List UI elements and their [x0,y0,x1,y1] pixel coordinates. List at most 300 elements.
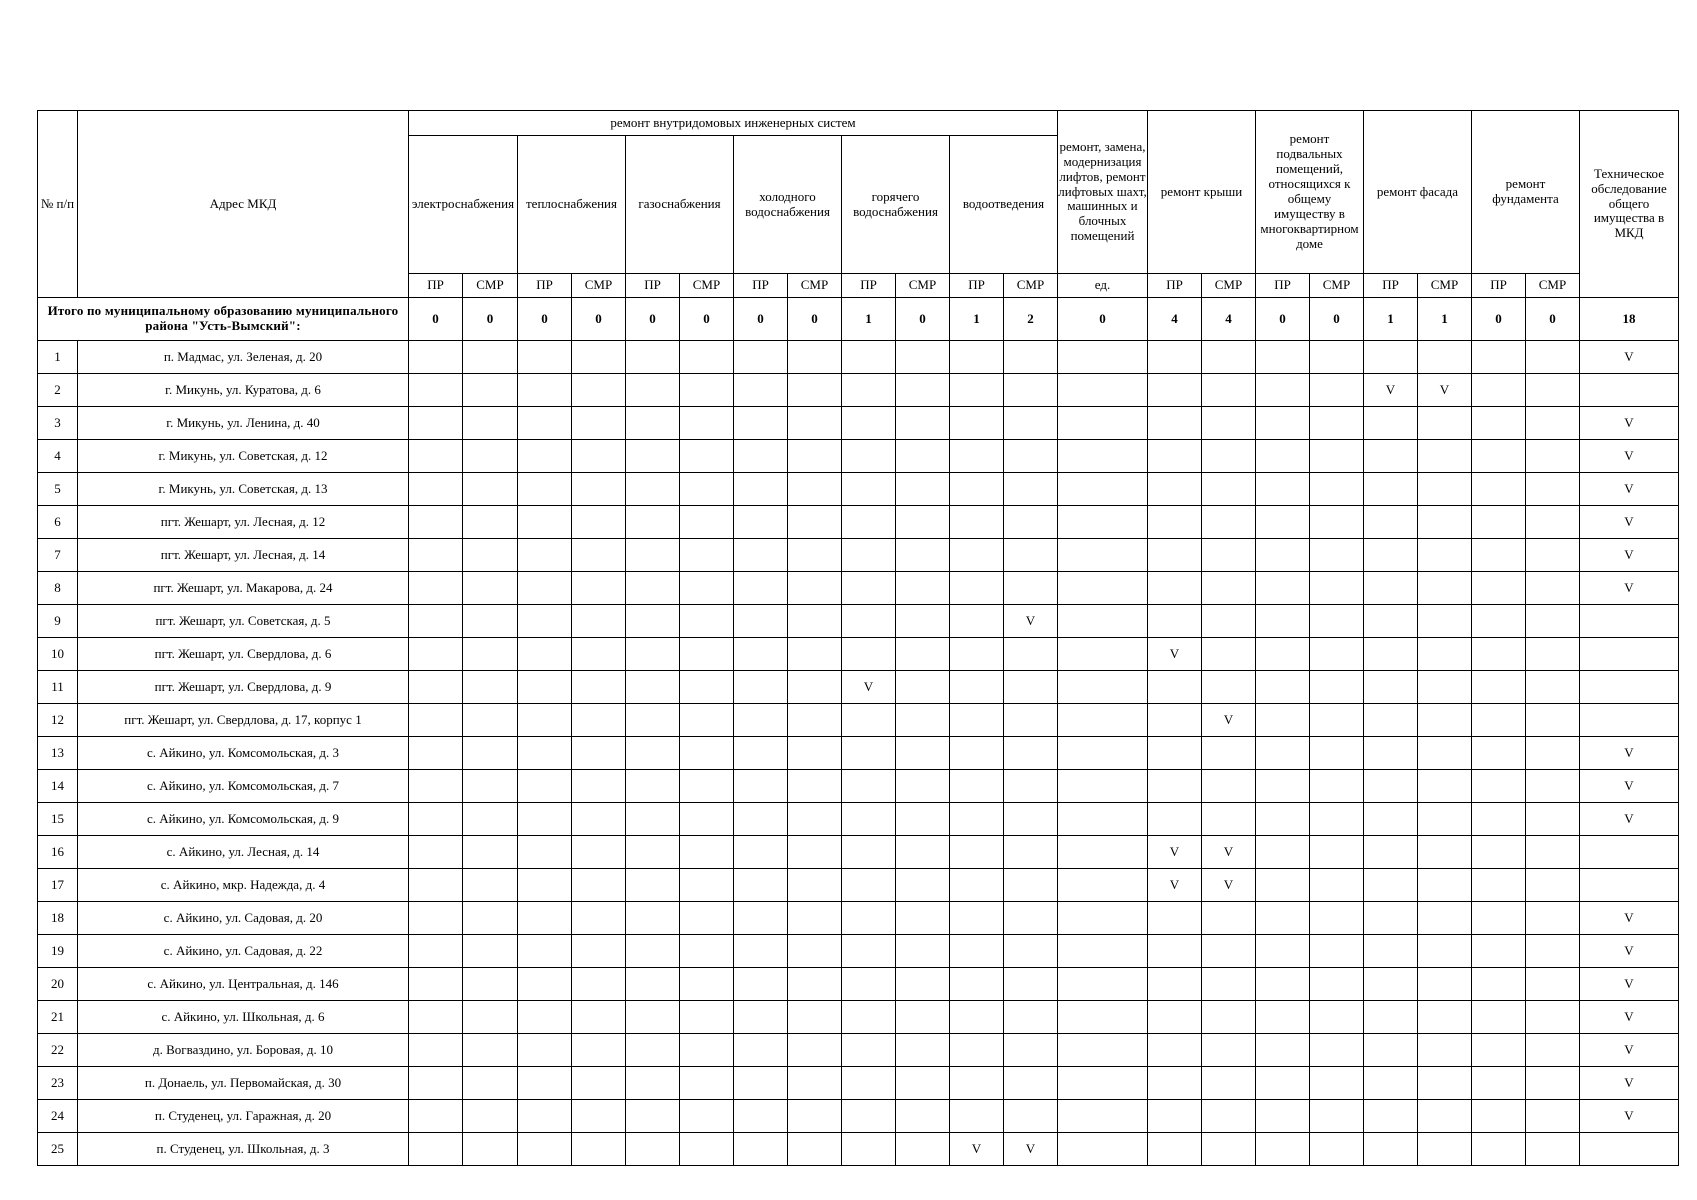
row-mark: V [1580,803,1679,836]
row-cell [1256,1100,1310,1133]
row-cell [680,935,734,968]
row-cell [1004,935,1058,968]
row-cell [680,770,734,803]
row-cell [518,341,572,374]
row-cell [409,803,463,836]
row-cell [788,1133,842,1166]
row-cell [1058,803,1148,836]
row-cell [463,605,518,638]
row-cell [788,902,842,935]
row-cell [1202,737,1256,770]
row-cell [1364,671,1418,704]
row-cell [788,638,842,671]
row-cell [518,803,572,836]
row-cell [1148,803,1202,836]
row-cell [409,770,463,803]
row-cell [1472,737,1526,770]
row-cell [409,341,463,374]
row-address: п. Мадмас, ул. Зеленая, д. 20 [78,341,409,374]
row-cell [734,374,788,407]
row-cell [626,935,680,968]
row-cell [1058,539,1148,572]
row-cell [1256,836,1310,869]
row-cell [518,440,572,473]
row-cell [572,473,626,506]
row-cell [842,605,896,638]
row-address: с. Айкино, ул. Комсомольская, д. 3 [78,737,409,770]
row-cell [1472,473,1526,506]
row-cell [409,473,463,506]
subheader-pr: ПР [734,274,788,298]
row-cell [1472,836,1526,869]
row-cell [572,638,626,671]
row-cell [626,803,680,836]
row-address: с. Айкино, ул. Комсомольская, д. 7 [78,770,409,803]
row-address: пгт. Жешарт, ул. Советская, д. 5 [78,605,409,638]
row-cell [1310,836,1364,869]
row-cell [734,803,788,836]
header-system-gas: газоснабжения [626,136,734,274]
row-cell [1472,902,1526,935]
row-cell [463,1100,518,1133]
row-cell [572,1133,626,1166]
row-cell [572,1001,626,1034]
row-address: п. Донаель, ул. Первомайская, д. 30 [78,1067,409,1100]
row-cell [518,869,572,902]
row-number: 9 [38,605,78,638]
row-cell [626,539,680,572]
row-cell [572,341,626,374]
row-cell [788,1001,842,1034]
row-cell [463,638,518,671]
total-value: 0 [1472,298,1526,341]
row-cell [1310,572,1364,605]
row-cell [1310,704,1364,737]
row-cell [626,869,680,902]
subheader-smr: СМР [1418,274,1472,298]
row-cell [518,638,572,671]
row-mark: V [1580,770,1679,803]
row-cell [518,1067,572,1100]
row-cell [1004,1100,1058,1133]
row-cell [1364,968,1418,1001]
row-cell [896,1034,950,1067]
row-cell [1364,638,1418,671]
row-cell [1526,638,1580,671]
subheader-smr: СМР [680,274,734,298]
row-cell [1148,539,1202,572]
row-cell [950,803,1004,836]
row-cell [1256,737,1310,770]
row-cell [1004,506,1058,539]
row-cell [680,440,734,473]
row-cell [572,572,626,605]
row-mark: V [1580,407,1679,440]
row-cell [1580,374,1679,407]
row-cell [680,869,734,902]
row-cell [734,671,788,704]
row-mark: V [1580,935,1679,968]
row-number: 13 [38,737,78,770]
row-cell [1526,473,1580,506]
row-cell [1148,374,1202,407]
row-number: 17 [38,869,78,902]
row-cell [1256,539,1310,572]
row-cell [1148,407,1202,440]
row-cell [463,440,518,473]
row-cell [1058,440,1148,473]
row-cell [1418,1067,1472,1100]
row-cell [1418,1034,1472,1067]
row-cell [463,473,518,506]
row-cell [409,671,463,704]
row-cell [788,671,842,704]
table-row [38,605,1679,638]
total-value: 0 [788,298,842,341]
row-cell [788,374,842,407]
table-body [38,298,1679,1166]
row-cell [842,506,896,539]
row-address: г. Микунь, ул. Советская, д. 12 [78,440,409,473]
row-cell [1418,440,1472,473]
row-cell [1472,440,1526,473]
row-cell [1526,803,1580,836]
row-cell [896,1067,950,1100]
row-cell [1256,572,1310,605]
row-cell [788,473,842,506]
row-cell [1148,572,1202,605]
row-cell [842,770,896,803]
row-number: 3 [38,407,78,440]
row-cell [1310,803,1364,836]
row-cell [1256,374,1310,407]
row-cell [1058,968,1148,1001]
row-cell [1202,638,1256,671]
row-cell [409,737,463,770]
row-cell [1202,440,1256,473]
row-cell [1202,374,1256,407]
row-cell [734,704,788,737]
row-cell [734,1034,788,1067]
row-cell [680,539,734,572]
row-cell [1256,704,1310,737]
row-cell [1418,1133,1472,1166]
row-cell [896,704,950,737]
row-cell [463,539,518,572]
row-cell [1364,1067,1418,1100]
row-cell [626,704,680,737]
row-cell [1472,869,1526,902]
row-mark: V [1580,440,1679,473]
row-cell [1472,506,1526,539]
row-address: пгт. Жешарт, ул. Лесная, д. 14 [78,539,409,572]
row-cell [1526,902,1580,935]
row-cell [1310,374,1364,407]
row-cell [1310,638,1364,671]
row-cell [788,440,842,473]
row-cell [1058,935,1148,968]
row-number: 11 [38,671,78,704]
row-cell [409,605,463,638]
row-cell [572,869,626,902]
row-cell [1472,605,1526,638]
total-value: 1 [1418,298,1472,341]
row-cell [734,902,788,935]
header-foundation: ремонт фундамента [1472,111,1580,274]
row-number: 15 [38,803,78,836]
row-cell [1256,902,1310,935]
row-cell [518,737,572,770]
row-cell [1256,770,1310,803]
row-cell [463,770,518,803]
row-cell [572,1100,626,1133]
row-cell [463,572,518,605]
row-cell [1364,803,1418,836]
table-row [38,407,1679,440]
row-cell [734,407,788,440]
row-cell [463,968,518,1001]
row-cell [1058,770,1148,803]
row-cell [1148,968,1202,1001]
row-cell [409,1001,463,1034]
subheader-pr: ПР [1364,274,1418,298]
table-row [38,638,1679,671]
row-cell [409,539,463,572]
row-cell [950,341,1004,374]
row-cell [1256,869,1310,902]
row-cell [1580,836,1679,869]
table-row [38,803,1679,836]
row-address: с. Айкино, ул. Школьная, д. 6 [78,1001,409,1034]
row-number: 8 [38,572,78,605]
row-cell [788,968,842,1001]
row-cell [409,968,463,1001]
row-cell [1418,605,1472,638]
row-mark: V [950,1133,1004,1166]
row-cell [1310,968,1364,1001]
subheader-smr: СМР [572,274,626,298]
row-cell [1058,506,1148,539]
row-cell [518,671,572,704]
row-cell [1526,1067,1580,1100]
row-cell [1418,407,1472,440]
row-cell [1004,539,1058,572]
row-cell [1364,902,1418,935]
subheader-unit: ед. [1058,274,1148,298]
row-cell [572,539,626,572]
row-cell [626,506,680,539]
row-cell [950,539,1004,572]
row-cell [1526,770,1580,803]
row-cell [1526,605,1580,638]
row-cell [1364,1001,1418,1034]
row-cell [680,605,734,638]
row-cell [1526,572,1580,605]
repair-table [37,110,1679,1166]
row-cell [680,638,734,671]
row-cell [463,1133,518,1166]
row-cell [1526,341,1580,374]
row-cell [950,935,1004,968]
total-value: 0 [409,298,463,341]
row-cell [1148,704,1202,737]
row-cell [1526,737,1580,770]
subheader-pr: ПР [842,274,896,298]
row-cell [1418,770,1472,803]
row-cell [1148,1100,1202,1133]
row-address: с. Айкино, ул. Садовая, д. 22 [78,935,409,968]
row-cell [1058,1067,1148,1100]
row-cell [1310,440,1364,473]
row-cell [1202,902,1256,935]
row-cell [788,737,842,770]
row-cell [1310,737,1364,770]
row-number: 14 [38,770,78,803]
row-cell [1202,1133,1256,1166]
row-cell [463,902,518,935]
row-cell [1418,473,1472,506]
row-cell [1004,572,1058,605]
row-cell [1202,935,1256,968]
row-cell [463,704,518,737]
row-cell [950,1034,1004,1067]
row-cell [1202,572,1256,605]
row-cell [518,473,572,506]
row-number: 25 [38,1133,78,1166]
row-cell [842,341,896,374]
row-cell [1058,605,1148,638]
row-cell [1472,572,1526,605]
row-cell [896,836,950,869]
row-cell [626,473,680,506]
row-cell [734,770,788,803]
row-number: 4 [38,440,78,473]
row-cell [896,572,950,605]
header-system-hot-water: горячего водоснабжения [842,136,950,274]
row-cell [1310,1001,1364,1034]
row-cell [1310,407,1364,440]
row-cell [463,407,518,440]
repair-schedule-sheet [37,110,1679,1166]
row-cell [788,572,842,605]
row-cell [1418,506,1472,539]
row-cell [734,539,788,572]
total-value: 0 [1256,298,1310,341]
row-cell [1058,638,1148,671]
row-cell [896,1133,950,1166]
row-cell [518,605,572,638]
row-number: 5 [38,473,78,506]
row-cell [950,770,1004,803]
row-cell [788,605,842,638]
row-cell [572,704,626,737]
row-cell [1418,968,1472,1001]
row-cell [1148,935,1202,968]
row-cell [1058,374,1148,407]
header-system-drainage: водоотведения [950,136,1058,274]
row-cell [788,770,842,803]
row-cell [1148,1034,1202,1067]
row-cell [463,671,518,704]
row-cell [1310,869,1364,902]
row-cell [896,539,950,572]
row-cell [950,605,1004,638]
row-cell [1472,968,1526,1001]
row-cell [1364,407,1418,440]
table-row [38,1001,1679,1034]
row-number: 7 [38,539,78,572]
row-cell [680,572,734,605]
total-value: 0 [572,298,626,341]
row-mark: V [1580,1100,1679,1133]
row-cell [680,341,734,374]
row-cell [463,737,518,770]
row-cell [680,1067,734,1100]
total-value: 4 [1202,298,1256,341]
row-cell [1418,539,1472,572]
row-cell [1310,341,1364,374]
row-cell [1472,770,1526,803]
row-cell [1364,737,1418,770]
row-cell [950,1067,1004,1100]
row-mark: V [1580,473,1679,506]
row-address: пгт. Жешарт, ул. Свердлова, д. 6 [78,638,409,671]
row-number: 22 [38,1034,78,1067]
row-cell [1256,341,1310,374]
row-cell [842,473,896,506]
row-number: 1 [38,341,78,374]
row-cell [734,473,788,506]
row-cell [896,605,950,638]
row-cell [409,1067,463,1100]
row-cell [1148,506,1202,539]
row-cell [1472,1133,1526,1166]
row-cell [1364,1133,1418,1166]
row-cell [680,1001,734,1034]
row-cell [788,836,842,869]
total-value: 0 [626,298,680,341]
row-cell [626,572,680,605]
row-cell [1004,671,1058,704]
row-address: д. Вогваздино, ул. Боровая, д. 10 [78,1034,409,1067]
row-cell [1004,473,1058,506]
row-cell [1472,1034,1526,1067]
subheader-pr: ПР [409,274,463,298]
row-mark: V [1580,737,1679,770]
row-cell [518,902,572,935]
row-cell [842,836,896,869]
row-cell [680,803,734,836]
table-row [38,473,1679,506]
table-row [38,671,1679,704]
row-cell [950,506,1004,539]
row-cell [1256,506,1310,539]
row-cell [896,473,950,506]
row-cell [842,374,896,407]
row-cell [1364,473,1418,506]
row-cell [1472,374,1526,407]
row-address: г. Микунь, ул. Ленина, д. 40 [78,407,409,440]
row-cell [896,341,950,374]
row-cell [842,935,896,968]
row-cell [1364,1100,1418,1133]
row-cell [1256,440,1310,473]
subheader-pr: ПР [518,274,572,298]
row-cell [1580,704,1679,737]
row-cell [896,671,950,704]
row-cell [1310,671,1364,704]
row-number: 2 [38,374,78,407]
